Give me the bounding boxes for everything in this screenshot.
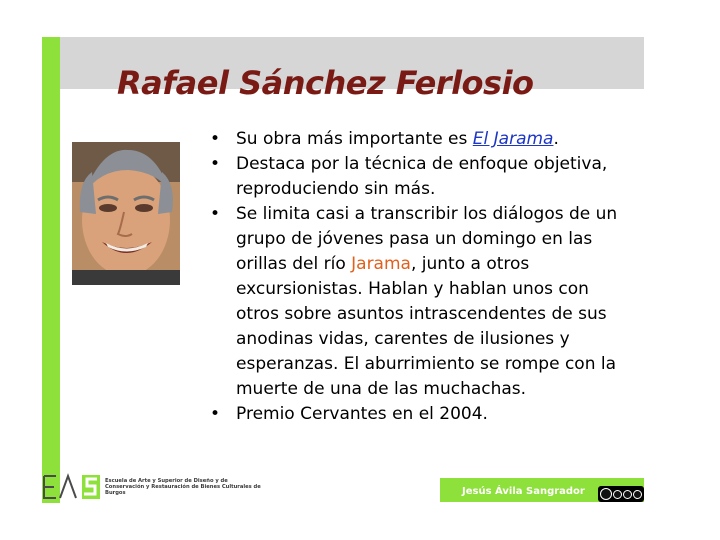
author-name: Jesús Ávila Sangrador — [462, 486, 585, 497]
cc-icon — [600, 488, 612, 500]
by-icon — [613, 490, 622, 499]
bullet-dot: • — [210, 204, 221, 224]
school-name: Escuela de Arte y Superior de Diseño y de Conservación y Restauración de Bienes Culturales de Burgos — [105, 478, 261, 497]
bullet-dot: • — [210, 154, 221, 174]
nc-icon — [623, 490, 632, 499]
bullet-item — [210, 402, 630, 427]
bullet-text: Destaca por la técnica de enfoque objetiva, reproduciendo sin más. — [236, 154, 608, 199]
slide-title: Rafael Sánchez Ferlosio — [117, 64, 534, 102]
bullet-item — [210, 202, 630, 402]
bullet-text: Se limita casi a transcribir los diálogos de un grupo de jóvenes pasa un domingo en las orillas del río — [236, 204, 618, 274]
bullet-dot: • — [210, 404, 221, 424]
bullet-text: Premio Cervantes en el 2004. — [236, 404, 488, 424]
sa-icon — [633, 490, 642, 499]
bullet-text: Su obra más importante es — [236, 129, 473, 149]
river-name-highlight: Jarama — [351, 254, 411, 274]
bullet-dot: • — [210, 129, 221, 149]
work-title-link[interactable]: El Jarama — [472, 129, 554, 149]
bullet-item — [210, 127, 630, 152]
accent-bar — [42, 37, 60, 503]
author-portrait — [72, 142, 180, 285]
creative-commons-icon[interactable] — [598, 486, 644, 502]
bullet-item — [210, 152, 630, 202]
bullet-text: , junto a otros excursionistas. Hablan y hablan unos con otros sobre asuntos intrascendentes de sus anodinas vidas, carentes de ilusiones y esperanzas. El aburrimiento se rompe con la muerte de una de las muchachas. — [236, 254, 617, 399]
bullet-list — [210, 127, 630, 427]
bullet-text: . — [553, 129, 559, 149]
school-logo-icon — [42, 472, 102, 502]
